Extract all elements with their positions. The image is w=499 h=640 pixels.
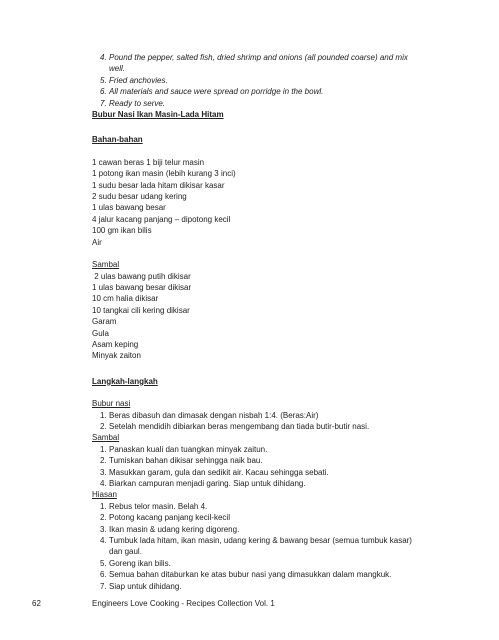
ingredient-item: Air: [92, 237, 102, 247]
sambal-heading: Sambal: [92, 260, 120, 270]
list-item: 4. Tumbuk lada hitam, ikan masin, udang kering & bawang besar (semua tumbuk kasar) dan gaul.: [100, 536, 412, 557]
sambal-item: 10 tangkai cili kering dikisar: [92, 305, 190, 315]
list-item: 7. Siap untuk dihidang.: [100, 581, 182, 591]
list-item: 7. Ready to serve.: [100, 98, 166, 108]
page-content: [92, 52, 422, 592]
list-item: 4. Biarkan campuran menjadi garing. Siap untuk dihidang.: [100, 479, 306, 488]
list-item: 5. Goreng ikan bilis.: [100, 558, 171, 568]
recipe-title: Bubur Nasi Ikan Masin-Lada Hitam: [92, 110, 224, 120]
hiasan-steps-list: [92, 501, 422, 592]
list-item: 2. Tumiskan bahan dikisar sehingga naik bau.: [100, 456, 263, 466]
list-item: 5. Fried anchovies.: [100, 75, 168, 85]
sambal-item: Gula: [92, 328, 109, 338]
ingredient-item: 1 ulas bawang besar: [92, 203, 166, 213]
bubur-steps-list: [92, 410, 422, 433]
list-item: 2. Setelah mendidih dibiarkan beras mengembang dan tiada butir-butir nasi.: [100, 421, 370, 431]
sambal-item: Minyak zaiton: [92, 351, 141, 361]
sambal-steps-list: [92, 444, 422, 490]
ingredient-item: 100 gm ikan bilis: [92, 226, 152, 236]
book-title: Engineers Love Cooking - Recipes Collection Vol. 1: [92, 599, 275, 608]
ingredients-list: [92, 157, 422, 248]
intro-steps-list: [92, 52, 422, 109]
steps-heading: Langkah-langkah: [92, 376, 158, 386]
sambal-item: Asam keping: [92, 339, 139, 349]
bubur-heading: Bubur nasi: [92, 399, 131, 409]
sambal-steps-heading: Sambal: [92, 433, 120, 443]
list-item: 3. Masukkan garam, gula dan sedikit air. Kacau sehingga sebati.: [100, 467, 329, 477]
ingredient-item: 2 sudu besar udang kering: [92, 192, 187, 202]
ingredient-item: 1 sudu besar lada hitam dikisar kasar: [92, 180, 225, 190]
page-number: 62: [32, 599, 41, 608]
sambal-item: 1 ulas bawang besar dikisar: [92, 282, 192, 292]
ingredient-item: 1 potong ikan masin (lebih kurang 3 inci): [92, 169, 236, 179]
ingredient-item: 1 cawan beras 1 biji telur masin: [92, 157, 205, 167]
sambal-item: 2 ulas bawang putih dikisar: [92, 271, 191, 281]
list-item: 4. Pound the pepper, salted fish, dried shrimp and onions (all pounded coarse) and mix well.: [100, 53, 408, 74]
sambal-item: Garam: [92, 317, 117, 327]
list-item: 1. Panaskan kuali dan tuangkan minyak zaitun.: [100, 444, 268, 454]
list-item: 1. Beras dibasuh dan dimasak dengan nisbah 1:4. (Beras:Air): [100, 410, 319, 420]
ingredients-heading: Bahan-bahan: [92, 135, 143, 145]
sambal-ingredients-list: [92, 271, 422, 362]
list-item: 6. All materials and sauce were spread on porridge in the bowl.: [100, 87, 324, 97]
hiasan-heading: Hiasan: [92, 490, 117, 500]
list-item: 3. Ikan masin & udang kering digoreng.: [100, 524, 240, 534]
list-item: 2. Potong kacang panjang kecil-kecil: [100, 513, 230, 523]
list-item: 1. Rebus telor masin. Belah 4.: [100, 501, 208, 511]
list-item: 6. Semua bahan ditaburkan ke atas bubur nasi yang dimasukkan dalam mangkuk.: [100, 570, 392, 580]
sambal-item: 10 cm halia dikisar: [92, 294, 159, 304]
ingredient-item: 4 jalur kacang panjang – dipotong kecil: [92, 214, 231, 224]
